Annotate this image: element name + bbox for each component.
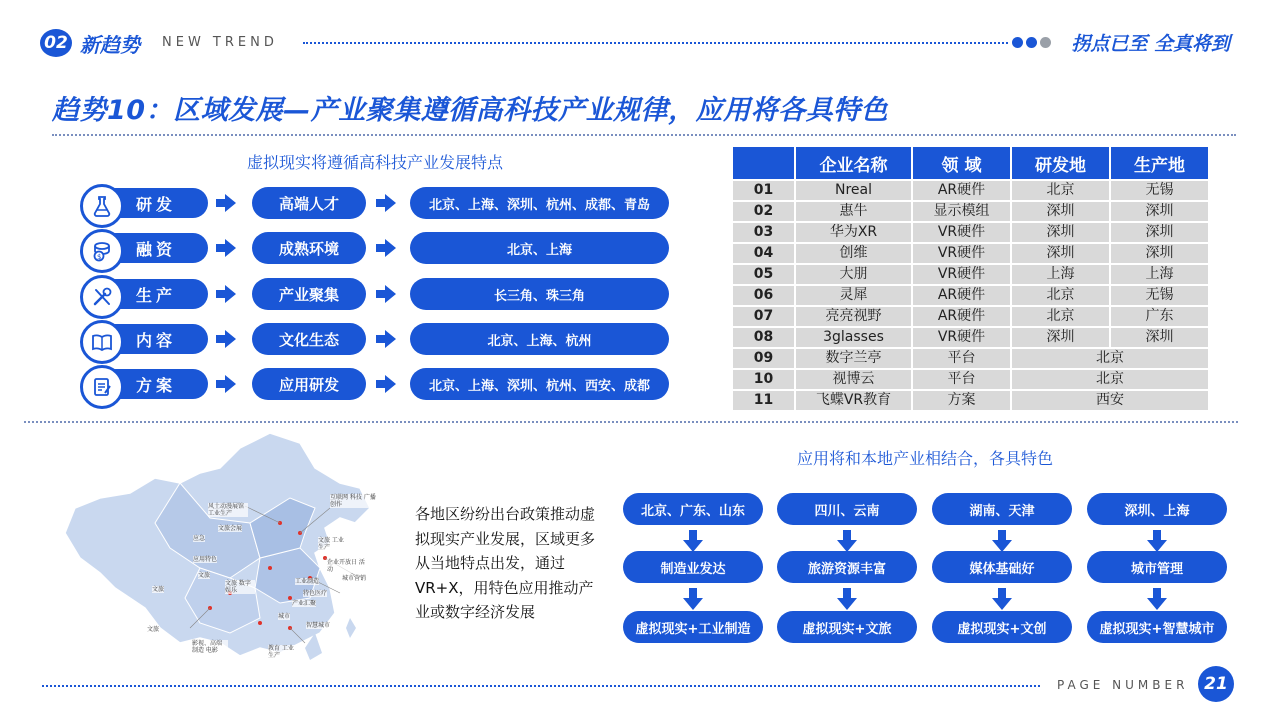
company-name: 创维: [796, 244, 911, 263]
page-number-label: PAGE NUMBER: [1057, 678, 1189, 692]
arrow-right-icon: [375, 192, 397, 214]
production-location-cell: 无锡: [1111, 181, 1208, 200]
field-cell: 平台: [913, 370, 1010, 389]
table-header-cell: 研发地: [1012, 147, 1109, 179]
factor-pill: 文化生态: [252, 323, 366, 355]
row-number: 05: [733, 265, 794, 284]
table-row: [733, 265, 1208, 284]
map-label: 特色医疗: [303, 590, 328, 597]
flow-row: [80, 186, 680, 220]
category-label: 融资: [136, 239, 177, 259]
category-label: 方案: [136, 375, 177, 395]
row-number: 01: [733, 181, 794, 200]
arrow-right-icon: [215, 373, 237, 395]
table-row: [733, 328, 1208, 347]
map-label: 企业开放日 活动: [327, 559, 367, 573]
arrow-right-icon: [375, 237, 397, 259]
table-row: [733, 349, 1208, 368]
arrow-right-icon: [215, 237, 237, 259]
arrow-right-icon: [375, 328, 397, 350]
arrow-right-icon: [215, 328, 237, 350]
production-location-cell: 无锡: [1111, 286, 1208, 305]
arrow-down-icon: [835, 587, 859, 611]
table-row: [733, 202, 1208, 221]
map-label: 城市: [278, 613, 291, 620]
table-header-row: [733, 147, 1208, 179]
company-name: 惠牛: [796, 202, 911, 221]
map-label: 文旅会展: [218, 525, 243, 532]
result-pill: 虚拟现实+智慧城市: [1087, 611, 1227, 643]
field-cell: 显示模组: [913, 202, 1010, 221]
middle-divider: [24, 421, 1238, 423]
production-location-cell: 深圳: [1111, 223, 1208, 242]
arrow-down-icon: [835, 529, 859, 553]
arrow-down-icon: [990, 587, 1014, 611]
company-name: 亮亮视野: [796, 307, 911, 326]
document-icon: [80, 365, 124, 409]
map-label: 城市营销: [342, 575, 367, 582]
field-cell: AR硬件: [913, 286, 1010, 305]
category-label: 研发: [136, 194, 177, 214]
arrow-right-icon: [375, 283, 397, 305]
company-name: 灵犀: [796, 286, 911, 305]
arrow-down-icon: [681, 529, 705, 553]
right-section-title: 应用将和本地产业相结合，各具特色: [796, 449, 1053, 468]
page-number: 21: [1198, 666, 1234, 702]
section-title: 新趋势: [80, 33, 140, 57]
tools-icon: [80, 275, 124, 319]
company-name: Nreal: [796, 181, 911, 200]
row-number: 06: [733, 286, 794, 305]
map-label: 互联网 科技 广播 创作: [330, 494, 380, 508]
map-label: 影视、高端 制造 电影: [192, 640, 228, 654]
table-row: [733, 307, 1208, 326]
company-name: 飞蝶VR教育: [796, 391, 911, 410]
industry-pill: 城市管理: [1087, 551, 1227, 583]
table-row: [733, 391, 1208, 410]
map-label: 智慧城市: [306, 622, 331, 629]
rd-location-cell: 深圳: [1012, 244, 1109, 263]
map-label: 文旅: [152, 586, 165, 593]
field-cell: AR硬件: [913, 307, 1010, 326]
production-location-cell: 深圳: [1111, 202, 1208, 221]
table-row: [733, 181, 1208, 200]
table-row: [733, 223, 1208, 242]
row-number: 03: [733, 223, 794, 242]
factor-pill: 高端人才: [252, 187, 366, 219]
header-dot: [1040, 37, 1051, 48]
cities-pill: 北京、上海、深圳、杭州、成都、青岛: [410, 187, 669, 219]
header-dot: [1026, 37, 1037, 48]
result-pill: 虚拟现实+工业制造: [623, 611, 763, 643]
section-number-badge: 02: [40, 29, 72, 57]
location-cell: 北京: [1012, 349, 1208, 368]
map-label: 工业制造: [295, 578, 320, 585]
rd-location-cell: 北京: [1012, 181, 1109, 200]
production-location-cell: 上海: [1111, 265, 1208, 284]
region-pill: 深圳、上海: [1087, 493, 1227, 525]
production-location-cell: 深圳: [1111, 244, 1208, 263]
location-cell: 西安: [1012, 391, 1208, 410]
header-slogan: 拐点已至 全真将到: [1071, 33, 1230, 55]
row-number: 04: [733, 244, 794, 263]
arrow-down-icon: [681, 587, 705, 611]
map-label: 文旅: [147, 626, 160, 633]
cities-pill: 长三角、珠三角: [410, 278, 669, 310]
field-cell: VR硬件: [913, 244, 1010, 263]
cities-pill: 北京、上海、深圳、杭州、西安、成都: [410, 368, 669, 400]
flow-row: [80, 322, 680, 356]
flask-icon: [80, 184, 124, 228]
map-label: 风土动漫展馆 工业生产: [208, 503, 248, 517]
table-row: [733, 370, 1208, 389]
rd-location-cell: 深圳: [1012, 223, 1109, 242]
map-label: 文旅: [198, 572, 211, 579]
company-name: 视博云: [796, 370, 911, 389]
field-cell: 平台: [913, 349, 1010, 368]
cities-pill: 北京、上海: [410, 232, 669, 264]
field-cell: VR硬件: [913, 265, 1010, 284]
field-cell: VR硬件: [913, 328, 1010, 347]
field-cell: VR硬件: [913, 223, 1010, 242]
factor-pill: 成熟环境: [252, 232, 366, 264]
arrow-right-icon: [215, 283, 237, 305]
rd-location-cell: 北京: [1012, 286, 1109, 305]
flow-row: [80, 277, 680, 311]
map-label: 产业汇聚: [292, 600, 317, 607]
rd-location-cell: 深圳: [1012, 202, 1109, 221]
factor-pill: 产业聚集: [252, 278, 366, 310]
book-icon: [80, 320, 124, 364]
result-pill: 虚拟现实+文创: [932, 611, 1072, 643]
arrow-down-icon: [990, 529, 1014, 553]
rd-location-cell: 上海: [1012, 265, 1109, 284]
left-section-title: 虚拟现实将遵循高科技产业发展特点: [246, 153, 503, 172]
field-cell: 方案: [913, 391, 1010, 410]
industry-pill: 媒体基础好: [932, 551, 1072, 583]
row-number: 10: [733, 370, 794, 389]
company-name: 大朋: [796, 265, 911, 284]
flow-row: [80, 367, 680, 401]
arrow-right-icon: [375, 373, 397, 395]
region-pill: 湖南、天津: [932, 493, 1072, 525]
china-map: [60, 428, 385, 668]
rd-location-cell: 北京: [1012, 307, 1109, 326]
section-subtitle-en: NEW TREND: [162, 35, 278, 50]
region-pill: 四川、云南: [777, 493, 917, 525]
row-number: 08: [733, 328, 794, 347]
flow-row: [80, 231, 680, 265]
company-name: 数字兰亭: [796, 349, 911, 368]
category-label: 生产: [136, 285, 177, 305]
map-label: 文旅 工业生产: [318, 537, 346, 551]
arrow-right-icon: [215, 192, 237, 214]
company-name: 3glasses: [796, 328, 911, 347]
production-location-cell: 广东: [1111, 307, 1208, 326]
table-row: [733, 244, 1208, 263]
company-name: 华为XR: [796, 223, 911, 242]
category-label: 内容: [136, 330, 177, 350]
footer-divider: [42, 685, 1040, 687]
header-divider: [303, 42, 1008, 44]
table-header-cell: 领 域: [913, 147, 1010, 179]
row-number: 07: [733, 307, 794, 326]
map-label: 教育 工业生产: [268, 645, 296, 659]
page-title: 趋势10：区域发展—产业聚集遵循高科技产业规律，应用将各具特色: [52, 95, 889, 126]
industry-pill: 旅游资源丰富: [777, 551, 917, 583]
industry-pill: 制造业发达: [623, 551, 763, 583]
title-divider: [52, 134, 1236, 136]
field-cell: AR硬件: [913, 181, 1010, 200]
table-header-cell: 企业名称: [796, 147, 911, 179]
row-number: 09: [733, 349, 794, 368]
map-label: 文旅 数字娱乐: [225, 580, 255, 594]
row-number: 02: [733, 202, 794, 221]
map-label: 应用特色: [193, 556, 218, 563]
table-header-cell: 生产地: [1111, 147, 1208, 179]
description-paragraph: 各地区纷纷出台政策推动虚拟现实产业发展，区域更多从当地特点出发，通过VR+X，用特色应用推动产业或数字经济发展: [415, 505, 596, 621]
rd-location-cell: 深圳: [1012, 328, 1109, 347]
arrow-down-icon: [1145, 587, 1169, 611]
factor-pill: 应用研发: [252, 368, 366, 400]
company-table: [731, 145, 1210, 412]
table-row: [733, 286, 1208, 305]
production-location-cell: 深圳: [1111, 328, 1208, 347]
result-pill: 虚拟现实+文旅: [777, 611, 917, 643]
svg-text:$: $: [97, 253, 102, 261]
coins-icon: [80, 229, 124, 273]
map-label: 应急: [193, 535, 206, 542]
arrow-down-icon: [1145, 529, 1169, 553]
header-dot: [1012, 37, 1023, 48]
row-number: 11: [733, 391, 794, 410]
table-header-cell: [733, 147, 794, 179]
location-cell: 北京: [1012, 370, 1208, 389]
region-pill: 北京、广东、山东: [623, 493, 763, 525]
cities-pill: 北京、上海、杭州: [410, 323, 669, 355]
